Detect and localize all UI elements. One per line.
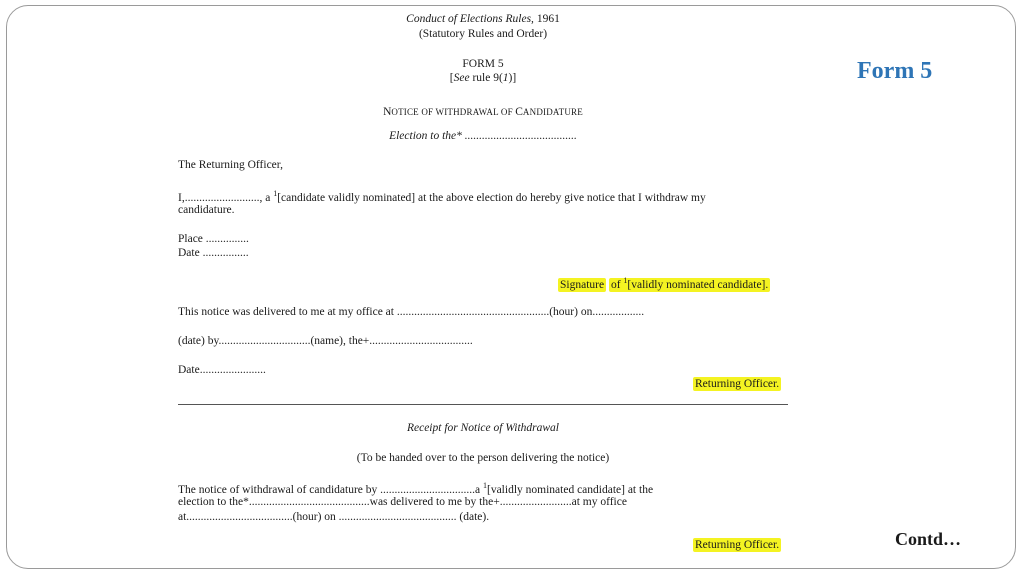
notice-heading-part1: OTICE OF WITHDRAWAL OF: [391, 107, 516, 117]
election-line-text: Election to the* .......................................: [389, 130, 577, 142]
delivery-line2: (date) by................................(name), the+....................................: [178, 335, 473, 347]
rule-ref-num: 1: [502, 72, 509, 84]
signature-sup: 1: [623, 276, 628, 285]
act-title: [300, 13, 666, 25]
notice-body-sup: 1: [273, 189, 278, 198]
form-title-label: Form 5: [857, 58, 933, 84]
notice-heading-n: N: [383, 106, 392, 118]
receipt-line1-b: [validly nominated candidate] at the: [487, 483, 654, 496]
returning-officer-sign-2: [693, 539, 781, 551]
receipt-instruction: (To be handed over to the person delivering the notice): [356, 452, 610, 464]
receipt-title-text: Receipt for Notice of Withdrawal: [406, 422, 560, 434]
signature-of: of: [610, 278, 624, 291]
receipt-line1: [178, 481, 788, 496]
place-field: Place ...............: [178, 233, 249, 245]
rule-ref-open: [: [449, 72, 454, 84]
rule-reference: [300, 72, 666, 84]
addressee: The Returning Officer,: [178, 159, 284, 171]
election-line: [300, 130, 666, 142]
act-subtitle: (Statutory Rules and Order): [418, 28, 548, 40]
date-field: Date ................: [178, 247, 249, 259]
receipt-line1-a: The notice of withdrawal of candidature by .................................a: [178, 483, 481, 496]
returning-officer-label-2: Returning Officer.: [695, 539, 780, 551]
candidate-signature: [558, 276, 770, 291]
rule-ref-rule: rule 9(: [472, 72, 503, 84]
notice-body-b: [candidate validly nominated] at the above election do hereby give notice that I withdraw my: [277, 191, 706, 204]
notice-heading-c: C: [515, 106, 523, 118]
returning-officer-sign-1: [693, 378, 781, 390]
continued-label: Contd…: [895, 529, 962, 549]
signature-word: Signature: [560, 278, 605, 291]
act-year: 1961: [536, 13, 560, 25]
returning-officer-label-1: Returning Officer.: [695, 378, 780, 390]
signature-rest: [validly nominated candidate].: [627, 278, 769, 291]
receipt-title: [300, 422, 666, 434]
notice-heading-part2: ANDIDATURE: [522, 107, 583, 117]
signature-of-candidate: [609, 278, 770, 292]
receipt-line3: at.....................................(hour) on ......................................... (date).: [178, 511, 490, 523]
delivery-date: Date.......................: [178, 364, 266, 376]
notice-body-a: I,.........................., a: [178, 191, 274, 204]
receipt-line2: election to the*..........................................was delivered to me by the+.........................at my office: [178, 496, 627, 508]
receipt-line1-sup: 1: [483, 481, 487, 490]
notice-body-line1: [178, 189, 706, 204]
form-number: FORM 5: [462, 58, 504, 70]
rule-ref-close: )]: [508, 72, 517, 84]
notice-body-line2: candidature.: [178, 204, 235, 216]
notice-heading: [300, 102, 666, 120]
rule-ref-see: See: [453, 72, 470, 84]
section-divider: [178, 404, 788, 405]
act-title-text: Conduct of Elections Rules,: [406, 13, 534, 25]
delivery-line1: This notice was delivered to me at my office at .....................................................(hour) on..................: [178, 306, 645, 318]
